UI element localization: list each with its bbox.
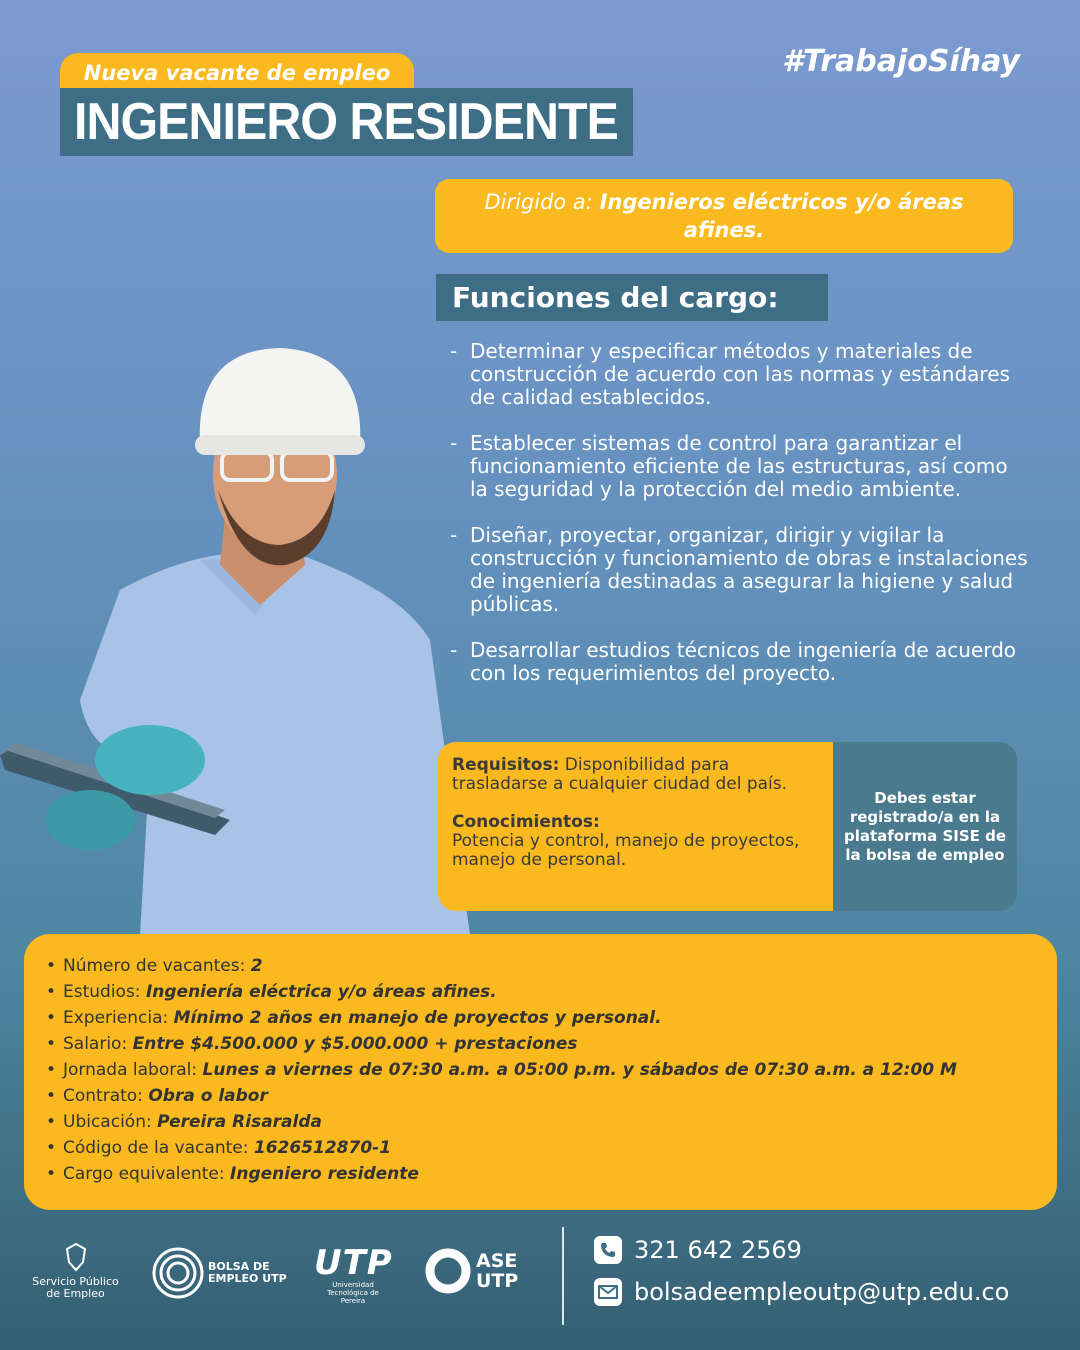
knowledge-label: Conocimientos: [452, 812, 600, 832]
target-audience-label: Dirigido a: [484, 190, 593, 214]
detail-value: Lunes a viernes de 07:30 a.m. a 05:00 p.m. y sábados de 07:30 a.m. a 12:00 M [202, 1060, 957, 1080]
logo-servicio-publico [28, 1242, 123, 1300]
mail-icon [594, 1278, 622, 1306]
detail-value: Pereira Risaralda [157, 1112, 322, 1132]
logo-ase-text: ASE UTP [476, 1250, 519, 1292]
requirements-value: Disponibilidad para trasladarse a cualquier ciudad del país. [452, 755, 788, 794]
target-audience-value: Ingenieros eléctricos y/o áreas afines. [599, 190, 964, 242]
detail-item [46, 1161, 1057, 1187]
logo-ase-utp [424, 1247, 524, 1295]
logo-utp-sub: Universidad Tecnológica de Pereira [327, 1281, 379, 1305]
detail-item [46, 1057, 1057, 1083]
job-details-box [24, 934, 1057, 1210]
detail-item [46, 1135, 1057, 1161]
phone-number[interactable]: 321 642 2569 [634, 1236, 802, 1264]
detail-value: 1626512870-1 [253, 1138, 392, 1158]
detail-item [46, 953, 1057, 979]
phone-icon [594, 1236, 622, 1264]
detail-label: Estudios: [63, 982, 141, 1002]
detail-label: Ubicación: [63, 1112, 152, 1132]
detail-label: Código de la vacante: [63, 1138, 249, 1158]
function-item: - Desarrollar estudios técnicos de ingeniería de acuerdo con los requerimientos del proyecto. [450, 639, 1030, 685]
detail-label: Cargo equivalente: [63, 1164, 225, 1184]
detail-label: Salario: [63, 1034, 128, 1054]
engineer-illustration [0, 340, 470, 935]
target-audience-box [435, 179, 1013, 253]
detail-value: Ingeniería eléctrica y/o áreas afines. [145, 982, 497, 1002]
glove [95, 725, 205, 795]
email-address[interactable]: bolsadeempleoutp@utp.edu.co [634, 1278, 1010, 1306]
detail-item [46, 1109, 1057, 1135]
concentric-circles-icon [152, 1247, 204, 1299]
job-details-list [24, 934, 1057, 1187]
detail-value: Entre $4.500.000 y $5.000.000 + prestaciones [132, 1034, 578, 1054]
contact-phone[interactable] [594, 1236, 802, 1264]
ring-icon [424, 1247, 472, 1295]
detail-label: Jornada laboral: [63, 1060, 198, 1080]
functions-title: Funciones del cargo: [436, 274, 828, 321]
hashtag: #TrabajoSíhay [782, 44, 1020, 79]
hard-hat-icon [200, 348, 361, 445]
job-tag-label: Nueva vacante de empleo [83, 61, 391, 85]
logo-utp [314, 1245, 392, 1305]
job-title: INGENIERO RESIDENTE [74, 93, 618, 151]
logo-utp-mark: UTP [314, 1243, 393, 1283]
requirements-label: Requisitos: [452, 755, 560, 775]
job-title-box [60, 88, 633, 156]
detail-value: 2 [250, 956, 263, 976]
detail-value: Ingeniero residente [230, 1164, 419, 1184]
logo-bolsa-empleo [152, 1247, 288, 1299]
function-item: - Establecer sistemas de control para garantizar el funcionamiento eficiente de las estructuras, así como la seguridad y la protección del medio ambiente. [450, 432, 1030, 501]
job-tag [60, 53, 414, 93]
sise-notice [833, 742, 1017, 911]
coat-of-arms-icon [63, 1242, 89, 1272]
detail-item [46, 1005, 1057, 1031]
logo-spe-text: Servicio Público de Empleo [32, 1275, 119, 1300]
detail-item [46, 1031, 1057, 1057]
requirements-box [438, 742, 833, 911]
footer-divider [562, 1227, 564, 1325]
detail-item [46, 979, 1057, 1005]
detail-value: Obra o labor [148, 1086, 268, 1106]
knowledge-value: Potencia y control, manejo de proyectos, manejo de personal. [452, 831, 800, 870]
function-item: - Determinar y especificar métodos y materiales de construcción de acuerdo con las normas y estándares de calidad establecidos. [450, 340, 1030, 409]
detail-label: Experiencia: [63, 1008, 169, 1028]
sise-text: Debes estar registrado/a en la plataforma SISE de la bolsa de empleo [843, 788, 1007, 864]
detail-label: Número de vacantes: [63, 956, 246, 976]
logo-bolsa-text: BOLSA DE EMPLEO UTP [208, 1260, 287, 1285]
detail-item [46, 1083, 1057, 1109]
detail-value: Mínimo 2 años en manejo de proyectos y personal. [173, 1008, 662, 1028]
function-item: - Diseñar, proyectar, organizar, dirigir y vigilar la construcción y funcionamiento de obras e instalaciones de ingeniería destinadas a asegurar la higiene y salud públicas. [450, 524, 1030, 616]
functions-list [450, 340, 1030, 708]
contact-email[interactable] [594, 1278, 1009, 1306]
detail-label: Contrato: [63, 1086, 143, 1106]
